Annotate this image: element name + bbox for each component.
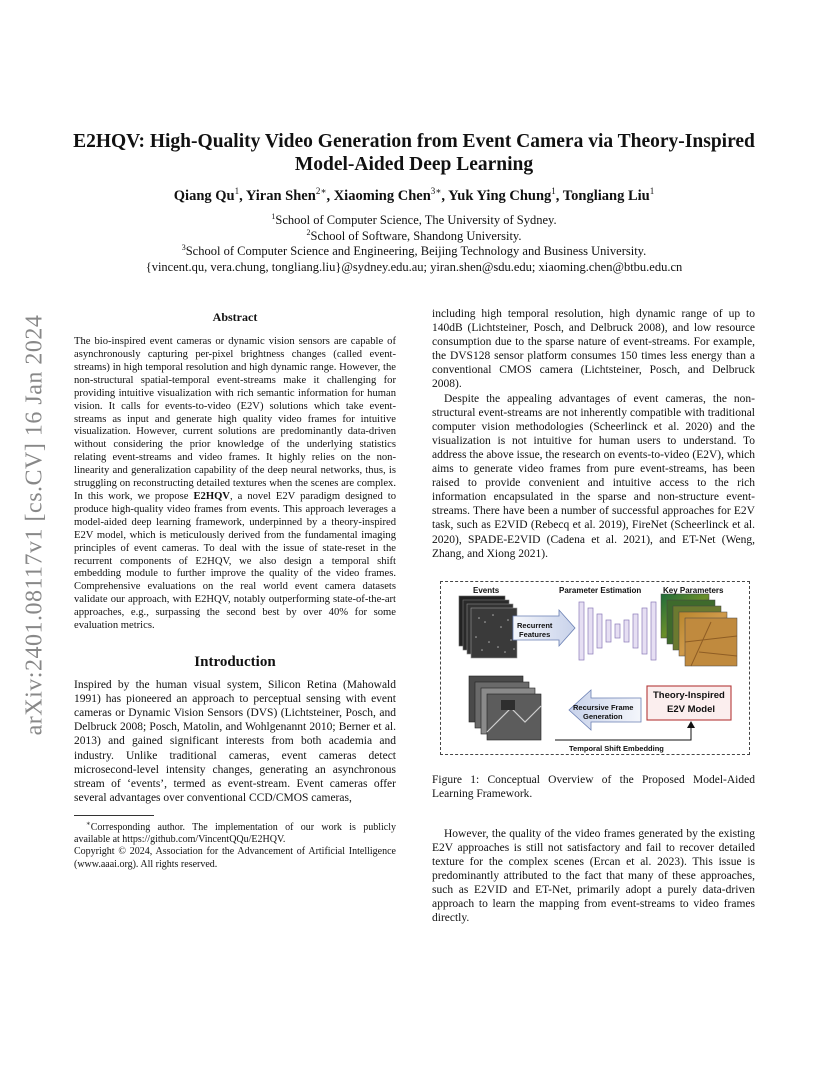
footnote-copyright: Copyright © 2024, Association for the Advancement of Artificial Intelligence (www.aaai.org). All rights reserved. bbox=[74, 846, 396, 870]
footnote-divider bbox=[74, 815, 154, 816]
label-key-parameters: Key Parameters bbox=[663, 585, 724, 595]
arxiv-sidebar bbox=[20, 290, 50, 760]
author: Qiang Qu bbox=[173, 188, 235, 204]
title-line-1: E2HQV: High-Quality Video Generation from Event Camera via Theory-Inspired bbox=[73, 131, 755, 152]
author-sup: 2∗ bbox=[315, 186, 327, 197]
temporal-shift-line bbox=[555, 724, 691, 740]
label-parameter-estimation: Parameter Estimation bbox=[559, 585, 642, 595]
affiliation: $^3$School of Computer Science and Engineering, Beijing Technology and Business University. bbox=[181, 242, 647, 258]
footnote-corresponding: ∗Corresponding author. The implementation of our work is publicly available at https://github.com/VincentQQu/E2HQV. bbox=[74, 819, 396, 846]
right-column bbox=[432, 307, 755, 926]
title-line-2: Model-Aided Deep Learning bbox=[294, 154, 534, 175]
abstract-heading: Abstract bbox=[212, 310, 258, 324]
label-recursive-frame: Recursive Frame bbox=[573, 702, 634, 712]
framework-diagram-svg bbox=[441, 582, 749, 754]
introduction-heading: Introduction bbox=[194, 653, 276, 670]
label-theory-inspired: Theory-Inspired bbox=[653, 689, 725, 701]
key-parameters-stack bbox=[661, 594, 737, 666]
label-temporal-shift: Temporal Shift Embedding bbox=[569, 743, 664, 753]
author: Yuk Ying Chung bbox=[448, 188, 552, 204]
author: Tongliang Liu bbox=[562, 188, 650, 204]
arxiv-identifier: arXiv:2401.08117v1 [cs.CV] 16 Jan 2024 bbox=[21, 314, 48, 736]
generated-frames-stack bbox=[469, 676, 541, 740]
label-generation: Generation bbox=[583, 711, 623, 721]
figure-1-caption: Figure 1: Conceptual Overview of the Proposed Model-Aided Learning Framework. bbox=[432, 773, 755, 800]
affiliation: $^2$School of Software, Shandong University. bbox=[306, 227, 522, 243]
author-sup: 1 bbox=[551, 186, 556, 197]
label-e2v-model: E2V Model bbox=[667, 703, 716, 715]
event-frames-stack bbox=[459, 596, 517, 658]
intro-paragraph-1: Inspired by the human visual system, Silicon Retina (Mahowald 1991) has pioneered an approach to perceptual sensing with event cameras or Dynamic Vision Sensors (DVS) (Lichtsteiner, Posch, and Delbruck 2008; Posch, Matolin, and Wohlgenannt 2010; Berner et al. 2013) and gained significant interests from both academia and industry. Unlike traditional cameras, event cameras detect microsecond-level intensity changes, generating an asynchronous stream of ‘events’, termed as event-stream. Event cameras offer several advantages over conventional CCD/CMOS cameras, bbox=[74, 679, 396, 804]
abstract-text: The bio-inspired event cameras or dynamic vision sensors are capable of asynchronously capturing per-pixel brightness changes (called event-streams) in high temporal resolution and high dynamic range. However, the non-structural spatial-temporal event-streams make it challenging for providing intuitive visualization with rich semantic information for human vision. It calls for events-to-video (E2V) solutions which take event-streams as input and generate high quality video frames for intuitive visualization. However, current solutions are predominantly data-driven without considering the prior knowledge of the underlying statistics relating event-streams and video frames. It highly relies on the non-linearity and generalization capability of the deep neural networks, thus, is struggling on reconstructing detailed textures when the scenes are complex. In this work, we propose E2HQV, a novel E2V paradigm designed to produce high-quality video frames from events. This approach leverages a model-aided deep learning framework, underpinned by a theory-inspired E2V model, which is meticulously derived from the fundamental imaging principles of event cameras. To deal with the issue of state-reset in the recurrent components of E2HQV, we also design a temporal shift embedding module to further improve the quality of the video frames. Comprehensive evaluations on the real world event camera datasets validate our approach, with E2HQV, notably outperforming state-of-the-art approaches, e.g., surpassing the second best by over 40% for some evaluation metrics. bbox=[74, 336, 396, 632]
label-features: Features bbox=[519, 629, 551, 639]
author-sup: 1 bbox=[234, 186, 240, 197]
parameter-estimation-network bbox=[579, 602, 656, 660]
label-events: Events bbox=[473, 585, 500, 595]
author-list: Qiang Qu$^1$, Yiran Shen$^{2∗}$, Xiaoming Chen$^{3∗}$, Yuk Ying Chung$^1$, Tongliang Liu$^1$ bbox=[173, 186, 655, 204]
author-sup: 1 bbox=[649, 186, 655, 197]
affiliation: $^1$School of Computer Science, The University of Sydney. bbox=[271, 211, 557, 227]
author-emails: {vincent.qu, vera.chung, tongliang.liu}@sydney.edu.au; yiran.shen@sdu.edu; xiaoming.chen@btbu.edu.cn bbox=[145, 259, 683, 274]
figure-1-diagram bbox=[440, 581, 750, 755]
label-recurrent: Recurrent bbox=[517, 620, 553, 630]
paper-title bbox=[60, 130, 768, 176]
left-column bbox=[74, 310, 396, 871]
affiliations bbox=[60, 213, 768, 275]
author: Yiran Shen bbox=[245, 188, 316, 204]
author-sup: 3∗ bbox=[430, 186, 442, 197]
intro-paragraph-cont: including high temporal resolution, high dynamic range of up to 140dB (Lichtsteiner, Posch, and Delbruck 2008), and low resource consumption due to the sparse nature of event-streams. For example, the DVS128 sensor platform consumes 150 times less energy than a conventional CMOS camera (Lichtsteiner, Posch, and Delbruck 2008). bbox=[432, 308, 755, 391]
author: Xiaoming Chen bbox=[333, 188, 431, 204]
intro-paragraph-3: However, the quality of the video frames generated by the existing E2V approaches is still not satisfactory and fail to recover detailed texture for the complex scenes (Ercan et al. 2023). This issue is predominantly attributed to the fact that many of these approaches, such as E2VID and ET-Net, primarily adopt a purely data-driven approach to learn the mapping from event-streams to video frames directly. bbox=[432, 827, 755, 925]
intro-paragraph-2: Despite the appealing advantages of event cameras, the non-structural event-streams are not inherently compatible with traditional computer vision methodologies (Scheerlinck et al. 2020) and the visualization is not intuitive for human users to understand. To address the above issue, the research on events-to-video (E2V), which aims to generate video frames from pure event-streams, has been raised to provide convenient and intuitive access to the rich information encapsulated in the sparse and non-structure event-streams. There have been a number of successful approaches for E2V task, such as E2VID (Rebecq et al. 2019), FireNet (Scheerlinck et al. 2020), SPADE-E2VID (Cadena et al. 2021), and ET-Net (Weng, Zhang, and Xiong 2021). bbox=[432, 392, 755, 560]
